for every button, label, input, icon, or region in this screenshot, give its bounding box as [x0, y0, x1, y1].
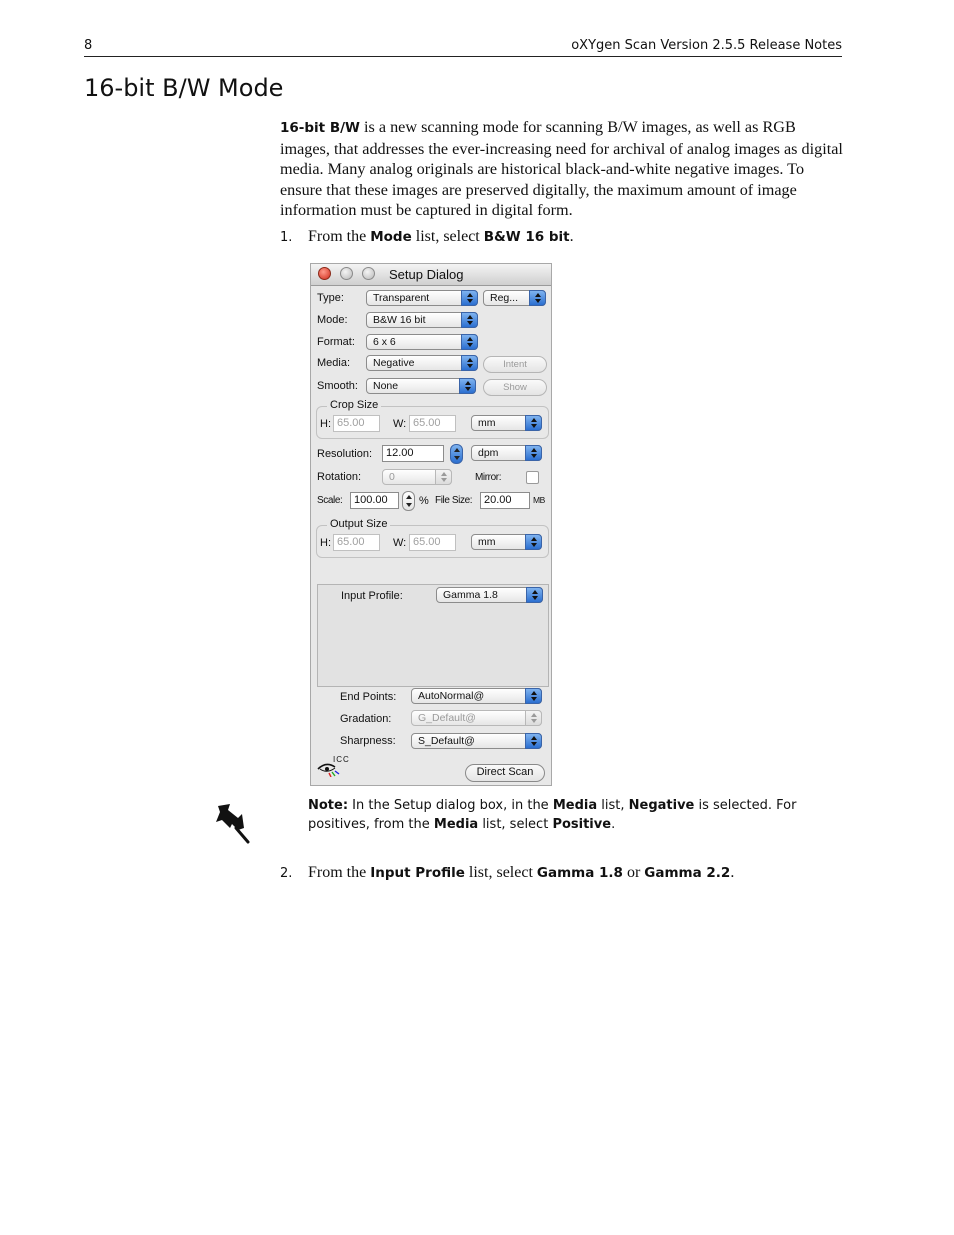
type-popup[interactable] — [366, 290, 478, 306]
minimize-window-icon[interactable] — [340, 267, 353, 280]
resolution-unit-value: dpm — [478, 447, 499, 459]
sharpness-label: Sharpness: — [340, 735, 396, 747]
crop-height-label: H: — [320, 418, 331, 430]
step-1-text: . — [569, 228, 574, 245]
step-1-value: B&W 16 bit — [483, 229, 570, 245]
direct-scan-button[interactable]: Direct Scan — [465, 764, 545, 782]
rotation-label: Rotation: — [317, 471, 362, 483]
output-height-field[interactable]: 65.00 — [333, 534, 380, 551]
note-label: Note: — [308, 798, 349, 813]
end-points-popup[interactable] — [411, 688, 542, 704]
pushpin-icon — [208, 800, 254, 846]
gradation-value: G_Default@ — [418, 712, 476, 724]
format-value: 6 x 6 — [373, 336, 396, 348]
type-label: Type: — [317, 292, 344, 304]
note-text: is selected. For positives, from the — [308, 798, 797, 832]
popup-arrows-icon — [525, 733, 542, 749]
reg-popup[interactable] — [483, 290, 546, 306]
output-unit-popup[interactable] — [471, 534, 542, 550]
intro-paragraph — [280, 117, 846, 221]
smooth-label: Smooth: — [317, 380, 358, 392]
popup-arrows-icon — [461, 355, 478, 371]
end-points-label: End Points: — [340, 691, 397, 703]
mode-label: Mode: — [317, 314, 348, 326]
popup-arrows-icon — [529, 290, 546, 306]
mode-value: B&W 16 bit — [373, 314, 426, 326]
crop-size-title: Crop Size — [327, 399, 381, 411]
note-media: Media — [433, 816, 479, 832]
step-2-input-profile: Input Profile — [370, 865, 465, 881]
popup-arrows-icon — [461, 334, 478, 350]
icc-logo — [317, 757, 349, 777]
note-media: Media — [552, 798, 598, 813]
note-text: list, select — [478, 816, 553, 832]
output-unit-value: mm — [478, 536, 496, 548]
end-points-value: AutoNormal@ — [418, 690, 485, 702]
smooth-popup[interactable] — [366, 378, 476, 394]
dialog-titlebar — [311, 264, 551, 286]
setup-dialog — [310, 263, 552, 786]
input-profile-popup[interactable] — [436, 587, 543, 603]
crop-unit-popup[interactable] — [471, 415, 542, 431]
page-number: 8 — [84, 38, 93, 53]
output-height-label: H: — [320, 537, 331, 549]
step-1-text: From the — [308, 228, 371, 245]
format-popup[interactable] — [366, 334, 478, 350]
step-2-text: or — [622, 864, 645, 881]
mirror-checkbox[interactable] — [526, 471, 539, 484]
note-text: In the Setup dialog box, in the — [348, 798, 553, 813]
scale-unit: % — [419, 495, 429, 507]
step-2-text: . — [730, 864, 735, 881]
rotation-value: 0 — [389, 471, 395, 483]
input-profile-value: Gamma 1.8 — [443, 589, 498, 601]
type-value: Transparent — [373, 292, 430, 304]
zoom-window-icon[interactable] — [362, 267, 375, 280]
intent-button[interactable]: Intent — [483, 356, 547, 373]
format-label: Format: — [317, 336, 355, 348]
popup-arrows-icon — [461, 312, 478, 328]
file-size-field[interactable]: 20.00 — [480, 492, 530, 509]
show-button[interactable]: Show — [483, 379, 547, 396]
note-paragraph — [308, 797, 848, 834]
file-size-unit: MB — [533, 495, 545, 505]
popup-arrows-icon — [435, 469, 452, 485]
step-1-number: 1. — [280, 230, 293, 245]
sharpness-popup[interactable] — [411, 733, 542, 749]
resolution-field[interactable]: 12.00 — [382, 445, 444, 462]
step-2-gamma-22: Gamma 2.2 — [644, 865, 731, 881]
step-2-number: 2. — [280, 866, 293, 881]
crop-width-field[interactable]: 65.00 — [409, 415, 456, 432]
scale-field[interactable]: 100.00 — [350, 492, 399, 509]
gradation-label: Gradation: — [340, 713, 392, 725]
media-value: Negative — [373, 357, 415, 369]
input-profile-panel — [317, 584, 549, 687]
popup-arrows-icon — [526, 587, 543, 603]
step-2 — [280, 864, 734, 882]
crop-width-label: W: — [393, 418, 407, 430]
note-text: . — [611, 816, 616, 832]
popup-arrows-icon — [461, 290, 478, 306]
step-1 — [280, 228, 574, 246]
step-2-text: From the — [308, 864, 371, 881]
popup-arrows-icon — [525, 415, 542, 431]
crop-unit-value: mm — [478, 417, 496, 429]
note-text: list, — [597, 798, 629, 813]
mirror-label: Mirror: — [475, 472, 502, 483]
resolution-unit-popup[interactable] — [471, 445, 542, 461]
smooth-value: None — [373, 380, 399, 392]
media-label: Media: — [317, 357, 351, 369]
sharpness-value: S_Default@ — [418, 735, 475, 747]
section-title: 16-bit B/W Mode — [84, 74, 284, 102]
scale-label: Scale: — [317, 495, 343, 506]
icc-text: ICC — [333, 755, 350, 764]
step-1-text: list, select — [411, 228, 484, 245]
header-rule — [84, 56, 842, 57]
popup-arrows-icon — [525, 534, 542, 550]
step-1-mode: Mode — [370, 229, 412, 245]
note-negative: Negative — [628, 798, 695, 813]
output-width-label: W: — [393, 537, 407, 549]
reg-value: Reg... — [490, 292, 519, 304]
step-2-gamma-18: Gamma 1.8 — [536, 865, 623, 881]
popup-arrows-icon — [525, 710, 542, 726]
rotation-popup[interactable] — [382, 469, 452, 485]
output-size-title: Output Size — [327, 518, 390, 530]
running-title: oXYgen Scan Version 2.5.5 Release Notes — [571, 38, 842, 53]
gradation-popup[interactable] — [411, 710, 542, 726]
crop-height-field[interactable]: 65.00 — [333, 415, 380, 432]
popup-arrows-icon — [459, 378, 476, 394]
resolution-stepper[interactable] — [450, 444, 463, 464]
mode-popup[interactable] — [366, 312, 478, 328]
popup-arrows-icon — [525, 688, 542, 704]
intro-term: 16-bit B/W — [280, 120, 360, 136]
note-positive: Positive — [552, 816, 612, 832]
media-popup[interactable] — [366, 355, 478, 371]
input-profile-label: Input Profile: — [341, 590, 403, 602]
file-size-label: File Size: — [435, 495, 473, 506]
resolution-label: Resolution: — [317, 448, 373, 460]
close-window-icon[interactable] — [318, 267, 331, 280]
step-2-text: list, select — [464, 864, 537, 881]
popup-arrows-icon — [525, 445, 542, 461]
dialog-title: Setup Dialog — [389, 267, 464, 282]
intro-text: is a new scanning mode for scanning B/W images, as well as RGB images, that addresses the ever-increasing need for archival of analog images as digital media. Many analog originals are historical black-and-white negative images. To ensure that these images are preserved digitally, the maximum amount of image information must be captured in digital form. — [280, 118, 843, 219]
output-width-field[interactable]: 65.00 — [409, 534, 456, 551]
scale-stepper[interactable] — [402, 491, 415, 511]
